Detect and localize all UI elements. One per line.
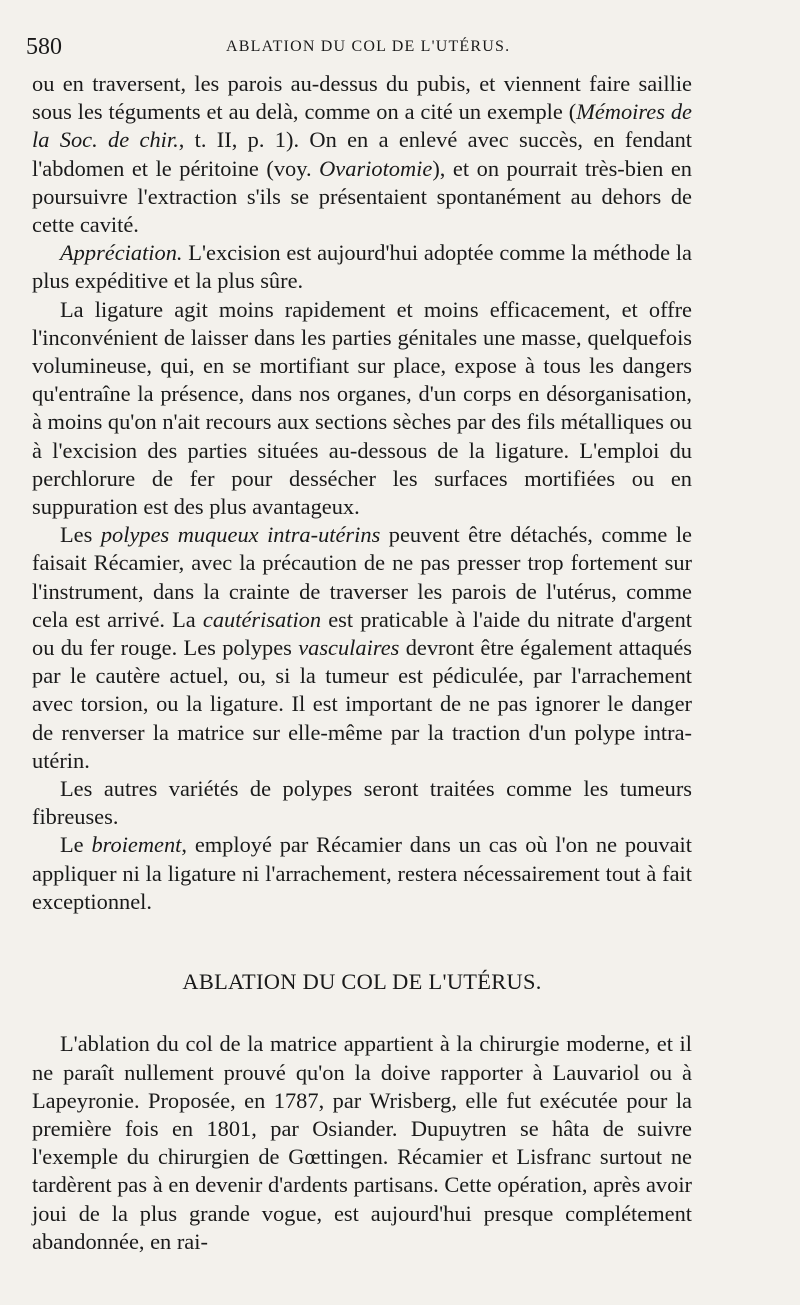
- section-title: ABLATION DU COL DE L'UTÉRUS.: [182, 969, 542, 995]
- page-header: [26, 34, 770, 66]
- page-number: 580: [26, 34, 62, 60]
- text-run: ), et on pourrait très-bien en poursuivre l'extraction s'ils se présentaient spontanément au dehors de cette cavité.: [32, 155, 692, 238]
- text-run: , t. II, p. 1). On en a enlevé avec succès, en fendant l'abdomen et le péritoine (voy.: [32, 127, 692, 181]
- text-run: ou en traversent, les parois au-dessus du pubis, et viennent faire saillie sous les téguments et au delà, comme on a cité un exemple (: [32, 71, 692, 125]
- paragraph-7: [32, 1030, 692, 1256]
- text-run: , employé par Récamier dans un cas où l'on ne pouvait appliquer ni la ligature ni l'arrachement, restera nécessairement tout à fait exceptionnel.: [32, 832, 692, 914]
- italic-term: cautérisation: [202, 606, 322, 632]
- italic-term: polypes muqueux intra-utérins: [100, 522, 381, 548]
- text-run: Le: [60, 832, 92, 858]
- paragraph-4: [32, 521, 692, 775]
- text-run: peuvent être détachés, comme le faisait Récamier, avec la précaution de ne pas presser trop fortement sur l'instrument, dans la crainte de traverser les parois de l'utérus, comme cela est arrivé. La: [32, 522, 692, 632]
- text-run: La ligature agit moins rapidement et moins efficacement, et offre l'inconvénient de laisser dans les parties génitales une masse, quelquefois volumineuse, qui, en se mortifiant sur place, expose à tous les dangers qu'entraîne la présence, dans nos organes, d'un corps en désorganisation, à moins qu'on n'ait recours aux sections sèches par des fils métalliques ou à l'excision des parties situées au-dessous de la ligature. L'emploi du perchlorure de fer pour dessécher les surfaces mortifiées ou en suppuration est des plus avantageux.: [32, 296, 692, 520]
- italic-term: vasculaires: [298, 635, 400, 661]
- italic-term: broiement: [91, 832, 182, 858]
- italic-reference: Mémoires de la Soc. de chir.: [32, 99, 692, 153]
- text-run: devront être également attaqués par le cautère actuel, ou, si la tumeur est pédiculée, par l'arrachement avec torsion, ou la ligature. Il est important de ne pas ignorer le danger de renverser la matrice sur elle-même par la traction d'un polype intra-utérin.: [32, 635, 693, 773]
- text-run: Les: [60, 522, 101, 548]
- italic-term: Ovariotomie: [319, 155, 433, 181]
- paragraph-3: [32, 296, 692, 522]
- paragraph-1: [32, 70, 692, 239]
- paragraph-6: [32, 831, 692, 916]
- text-run: L'ablation du col de la matrice appartient à la chirurgie moderne, et il ne paraît nullement prouvé qu'on la doive rapporter à Lauvariol ou à Lapeyronie. Proposée, en 1787, par Wrisberg, elle fut exécutée pour la première fois en 1801, par Osiander. Dupuytren se hâta de suivre l'exemple du chirurgien de Gœttingen. Récamier et Lisfranc surtout ne tardèrent pas à en devenir d'ardents partisans. Cette opération, après avoir joui de la plus grande vogue, est aujourd'hui presque complétement abandonnée, en rai-: [32, 1031, 692, 1254]
- italic-heading: Appréciation.: [60, 240, 183, 266]
- text-run: est praticable à l'aide du nitrate d'argent ou du fer rouge. Les polypes: [32, 606, 693, 661]
- body-text: [32, 70, 692, 1256]
- paragraph-2: [32, 239, 692, 295]
- paragraph-5: [32, 775, 692, 831]
- running-title: ABLATION DU COL DE L'UTÉRUS.: [226, 38, 511, 55]
- text-run: Les autres variétés de polypes seront traitées comme les tumeurs fibreuses.: [32, 776, 692, 830]
- text-run: L'excision est aujourd'hui adoptée comme la méthode la plus expéditive et la plus sûre.: [32, 240, 692, 294]
